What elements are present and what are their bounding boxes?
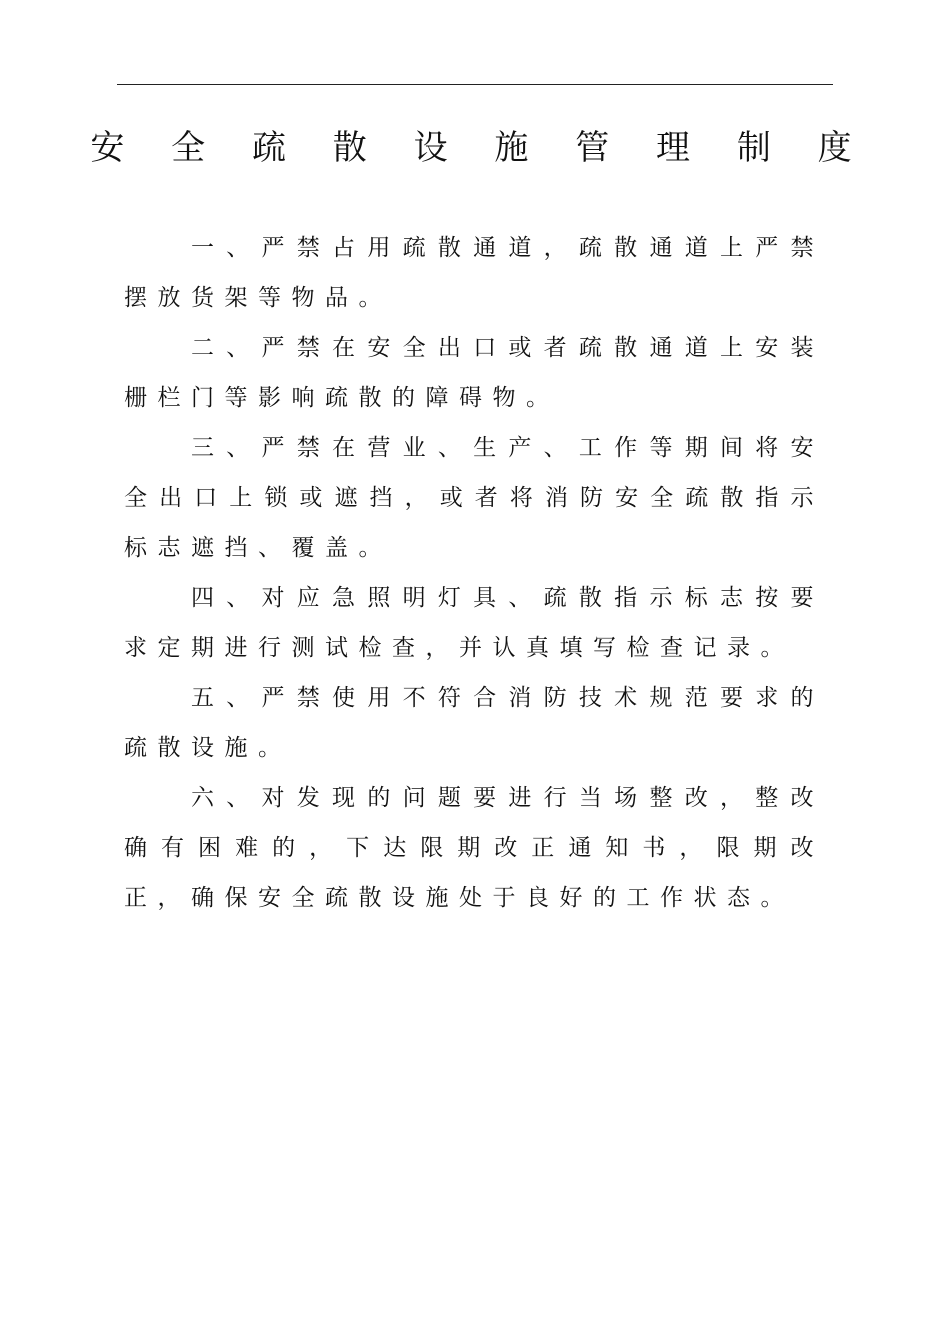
document-body (124, 223, 824, 923)
page-title: 安 全 疏 散 设 施 管 理 制 度 (90, 128, 870, 168)
paragraph-1: 一、严禁占用疏散通道，疏散通道上严禁摆放货架等物品。 (124, 235, 824, 311)
header-rule (117, 84, 833, 85)
paragraph-3: 三、严禁在营业、生产、工作等期间将安全出口上锁或遮挡，或者将消防安全疏散指示标志遮挡、覆盖。 (124, 435, 824, 561)
paragraph-2: 二、严禁在安全出口或者疏散通道上安装栅栏门等影响疏散的障碍物。 (124, 335, 824, 411)
paragraph-4: 四、对应急照明灯具、疏散指示标志按要求定期进行测试检查，并认真填写检查记录。 (124, 585, 824, 661)
paragraph-5: 五、严禁使用不符合消防技术规范要求的疏散设施。 (124, 685, 824, 761)
paragraph-6: 六、对发现的问题要进行当场整改，整改确有困难的，下达限期改正通知书，限期改正，确保安全疏散设施处于良好的工作状态。 (124, 785, 824, 911)
